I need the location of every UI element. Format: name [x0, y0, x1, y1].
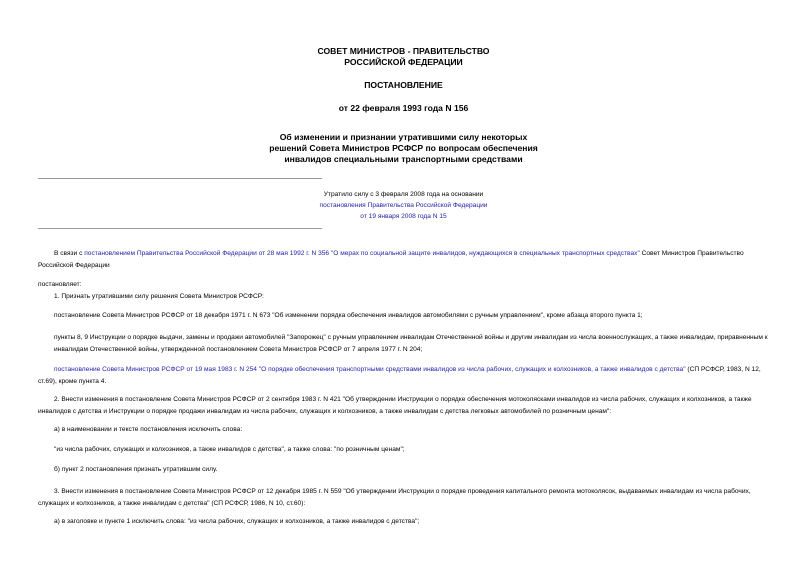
- paragraph-item-2-b: б) пункт 2 постановления признать утратившим силу.: [54, 466, 218, 473]
- paragraph-item-1-b: пункты 8, 9 Инструкции о порядке выдачи, замены и продажи автомобилей "Запорожец" с ручным управлением инвалидам Отечественной войны и другим инвалидам из числа военнослужащих, а также инвалидам, приравненным к инвалидам Отечественной войны, утвержденной постановлением Совета Министров РСФСР от 7 апреля 1977 г. N 204;: [54, 334, 768, 353]
- divider-bottom: [38, 228, 322, 229]
- issuer-line-2: РОССИЙСКОЙ ФЕДЕРАЦИИ: [344, 57, 463, 67]
- item-2-text: 2. Внести изменения в постановление Совета Министров РСФСР от 2 сентября 1983 г. N 421 "Об утверждении Инструкции о порядке обеспечения мотоколясками инвалидов из числа рабочих, служащих и колхозников, а также инвалидов с детства и Инструкции о порядке продажи инвалидам из числа рабочих, служащих и колхозников, а также инвалидам с детства легковых автомобилей по розничным ценам":: [38, 396, 752, 415]
- paragraph-item-3-a: а) в заголовке и пункте 1 исключить слова: "из числа рабочих, служащих и колхозников, а также инвалидов с детства";: [54, 518, 420, 525]
- preamble-link[interactable]: постановлением Правительства Российской Федерации от 28 мая 1992 г. N 356 "О мерах по социальной защите инвалидов, нуждающихся в специальных транспортных средствах": [84, 250, 640, 257]
- divider-top: [38, 178, 322, 179]
- paragraph-item-2-a: а) в наименовании и тексте постановления исключить слова:: [54, 426, 243, 433]
- item-1-c-text: (СП РСФСР, 1983, N 12, ст.69), кроме пункта 4.: [38, 366, 761, 385]
- paragraph-resolves: постановляет:: [38, 281, 82, 288]
- item-3-text: 3. Внести изменения в постановление Совета Министров РСФСР от 12 декабря 1985 г. N 559 "Об утверждении Инструкции о порядке проведения капитального ремонта мотоколясок, выдаваемых инвалидам из числа рабочих, служащих и колхозников, а также инвалидам с детства" (СП РСФСР, 1986, N 10, ст.60):: [38, 488, 751, 507]
- status-note-text: Утратило силу с 3 февраля 2008 года на основании: [323, 191, 484, 198]
- paragraph-item-1-a: постановление Совета Министров РСФСР от 18 декабря 1971 г. N 673 "Об изменении порядка обеспечения инвалидов автомобилями с ручным управлением", кроме абзаца второго пункта 1;: [54, 312, 643, 319]
- preamble-text-end: Совет Министров Правительство Российской Федерации: [38, 250, 744, 269]
- paragraph-item-1: 1. Признать утратившими силу решения Совета Министров РСФСР:: [54, 293, 264, 300]
- preamble-text-start: В связи с: [54, 250, 85, 257]
- paragraph-item-2: [38, 394, 770, 417]
- document-title-line-1: Об изменении и признании утратившими силу некоторых: [279, 132, 528, 142]
- status-note-link-2[interactable]: от 19 января 2008 года N 15: [360, 213, 447, 220]
- item-1-c-link[interactable]: постановление Совета Министров РСФСР от 19 мая 1983 г. N 254 "О порядке обеспечения транспортными средствами инвалидов из числа рабочих, служащих и колхозников, а также инвалидов с детства": [54, 366, 686, 373]
- document-title-line-2: решений Совета Министров РСФСР по вопросам обеспечения: [269, 143, 538, 153]
- paragraph-item-2-a-quote: "из числа рабочих, служащих и колхозников, а также инвалидов с детства", а также слова: "по розничным ценам";: [54, 446, 405, 453]
- issuer-line-1: СОВЕТ МИНИСТРОВ - ПРАВИТЕЛЬСТВО: [317, 46, 490, 56]
- paragraph-item-3: [38, 486, 770, 509]
- document-type: ПОСТАНОВЛЕНИЕ: [364, 80, 443, 90]
- document-date-number: от 22 февраля 1993 года N 156: [338, 103, 469, 113]
- paragraph-preamble: [38, 248, 770, 271]
- document-title-line-3: инвалидов специальными транспортными средствами: [284, 154, 523, 164]
- paragraph-item-1-c: [38, 364, 770, 387]
- status-note-link-1[interactable]: постановления Правительства Российской Федерации: [319, 202, 488, 209]
